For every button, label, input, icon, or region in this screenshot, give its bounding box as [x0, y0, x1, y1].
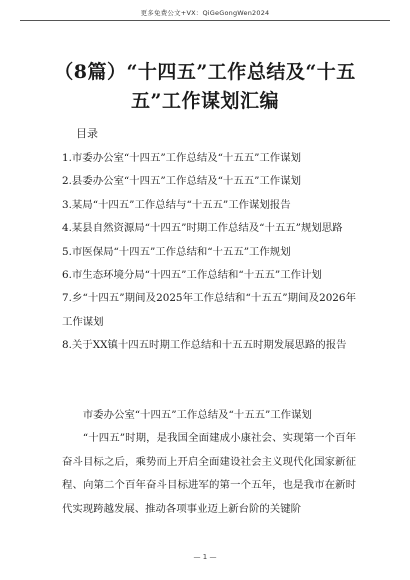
section-title: 市委办公室“十四五”工作总结及“十五五”工作谋划 — [82, 409, 312, 421]
table-of-contents — [62, 147, 356, 358]
body-paragraph: “十四五”时期，是我国全面建成小康社会、实现第一个百年奋斗目标之后，乘势而上开启全面建设社会主义现代化国家新征程、向第二个百年奋斗目标进军的第一个五年，也是我市在新时代实现跨越发展、推动各项事业迈上新台阶的关键阶 — [62, 432, 356, 515]
toc-item: 2.县委办公室“十四五”工作总结及“十五五”工作谋划 — [62, 175, 301, 188]
page-header: 更多免费公文+VX：QiGeGongWen2024 — [140, 9, 270, 17]
toc-item: 1.市委办公室“十四五”工作总结及“十五五”工作谋划 — [62, 152, 301, 164]
toc-item: 8.关于XX镇十四五时期工作总结和十五五时期发展思路的报告 — [62, 339, 347, 352]
page-number: — 1 — — [193, 553, 217, 561]
document-title: （8篇）“十四五”工作总结及“十五五”工作谋划汇编 — [54, 61, 356, 112]
toc-item: 7.乡“十四五”期间及2025年工作总结和“十五五”期间及2026年工作谋划 — [62, 292, 356, 328]
toc-item: 6.市生态环境分局“十四五”工作总结和“十五五”工作计划 — [62, 269, 322, 282]
toc-item: 5.市医保局“十四五”工作总结和“十五五”工作规划 — [62, 245, 291, 258]
document-body — [62, 404, 356, 521]
toc-item: 4.某县自然资源局“十四五”时期工作总结及“十五五”规划思路 — [62, 222, 343, 235]
header-divider — [20, 20, 390, 21]
toc-item: 3.某局“十四五”工作总结与“十五五”工作谋划报告 — [62, 198, 291, 211]
toc-heading: 目录 — [76, 127, 98, 140]
